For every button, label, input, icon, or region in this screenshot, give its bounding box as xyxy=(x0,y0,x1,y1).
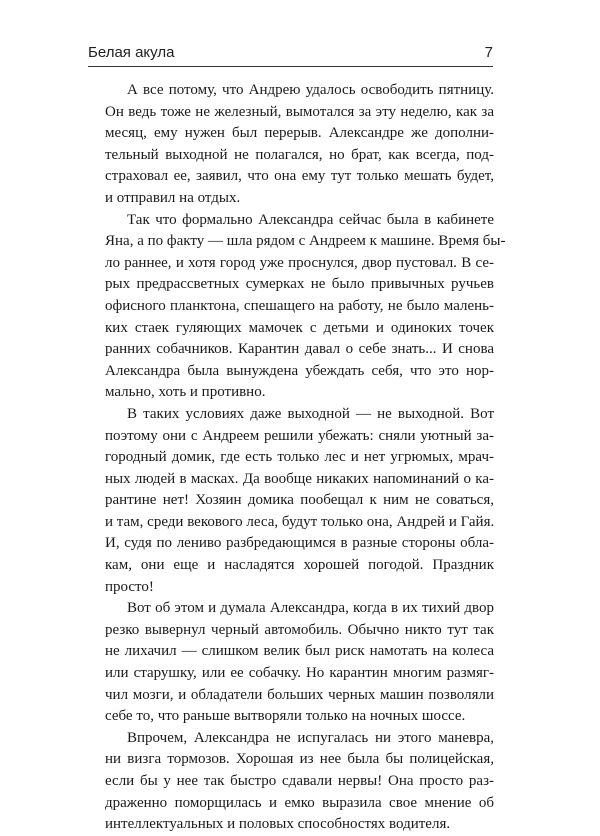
text-line: интеллектуальных и половых способностях водителя. xyxy=(105,816,451,833)
text-line: драженно поморщилась и емко выразила свое мнение об xyxy=(105,794,494,811)
text-line: В таких условиях даже выходной — не выходной. Вот xyxy=(127,405,494,422)
header-rule xyxy=(88,66,493,67)
text-line: и там, среди векового леса, будут только она, Андрей и Гайя. xyxy=(105,513,495,530)
text-line: Так что формально Александра сейчас была в кабинете xyxy=(127,211,494,228)
text-line: Впрочем, Александра не испугалась ни этого маневра, xyxy=(127,729,494,746)
text-line: Он ведь тоже не железный, вымотался за эту неделю, как за xyxy=(105,103,494,120)
text-line: просто! xyxy=(105,578,154,595)
paragraph xyxy=(105,598,494,728)
paragraph xyxy=(105,728,494,836)
text-line: Вот об этом и думала Александра, когда в их тихий двор xyxy=(127,600,494,617)
text-line: А все потому, что Андрею удалось освободить пятницу. xyxy=(127,82,494,98)
text-line: не лихачил — слишком велик был риск намотать на колеса xyxy=(105,643,494,660)
text-line: если бы у нее так быстро сдавали нервы! Она просто раз- xyxy=(105,773,494,789)
text-line: поэтому они с Андреем решили убежать: сняли уютный за- xyxy=(105,427,494,444)
body-text xyxy=(105,80,506,836)
text-line: И, судя по лениво разбредающимся в разные стороны обла- xyxy=(105,535,494,552)
running-head xyxy=(88,44,493,68)
text-line: месяц, ему нужен был перерыв. Александре же дополни- xyxy=(105,125,494,142)
book-title: Белая акула xyxy=(88,44,175,61)
text-line: городный домик, где есть только лес и нет угрюмых, мрач- xyxy=(105,449,494,466)
text-line: ло раннее, и хотя город уже проснулся, двор пустовал. В се- xyxy=(105,254,494,271)
text-line: ких стаек гуляющих мамочек с детьми и одиноких точек xyxy=(105,319,494,336)
text-line: и отправил на отдых. xyxy=(105,189,241,206)
text-line: ранних собачников. Карантин давал о себе знать... И снова xyxy=(105,341,494,358)
text-line: ных людей в масках. Да вообще никаких напоминаний о ка- xyxy=(105,470,494,487)
text-line: Яна, а по факту — шла рядом с Андреем к машине. Время бы- xyxy=(105,233,506,250)
text-line: тельный выходной не полагался, но брат, как всегда, под- xyxy=(105,146,494,163)
text-line: или старушку, или ее собачку. Но карантин многим размяг- xyxy=(105,665,494,682)
paragraph xyxy=(105,80,494,210)
text-line: Александра была вынуждена убеждать себя, что это нор- xyxy=(105,362,494,379)
text-line: страховал ее, заявил, что она ему тут только мешать будет, xyxy=(105,168,494,185)
text-line: кам, они еще и насладятся хорошей погодой. Праздник xyxy=(105,557,494,574)
text-line: офисного планктона, спешащего на работу, не было малень- xyxy=(105,297,494,314)
text-line: резко вывернул черный автомобиль. Обычно никто тут так xyxy=(105,621,494,638)
paragraph xyxy=(105,404,494,598)
text-line: мально, хоть и противно. xyxy=(105,384,266,401)
text-line: рантине нет! Хозяин домика пообещал к ним не соваться, xyxy=(105,492,494,509)
text-line: рых предрассветных сумерках не было привычных ручьев xyxy=(105,276,494,293)
text-line: себе то, что раньше вытворяли только на ночных шоссе. xyxy=(105,708,466,725)
text-line: ни визга тормозов. Хорошая из нее была бы полицейская, xyxy=(105,751,494,768)
text-line: чил мозги, и обладатели больших черных машин позволяли xyxy=(105,686,494,703)
page-number: 7 xyxy=(484,44,493,61)
paragraph xyxy=(105,210,506,404)
